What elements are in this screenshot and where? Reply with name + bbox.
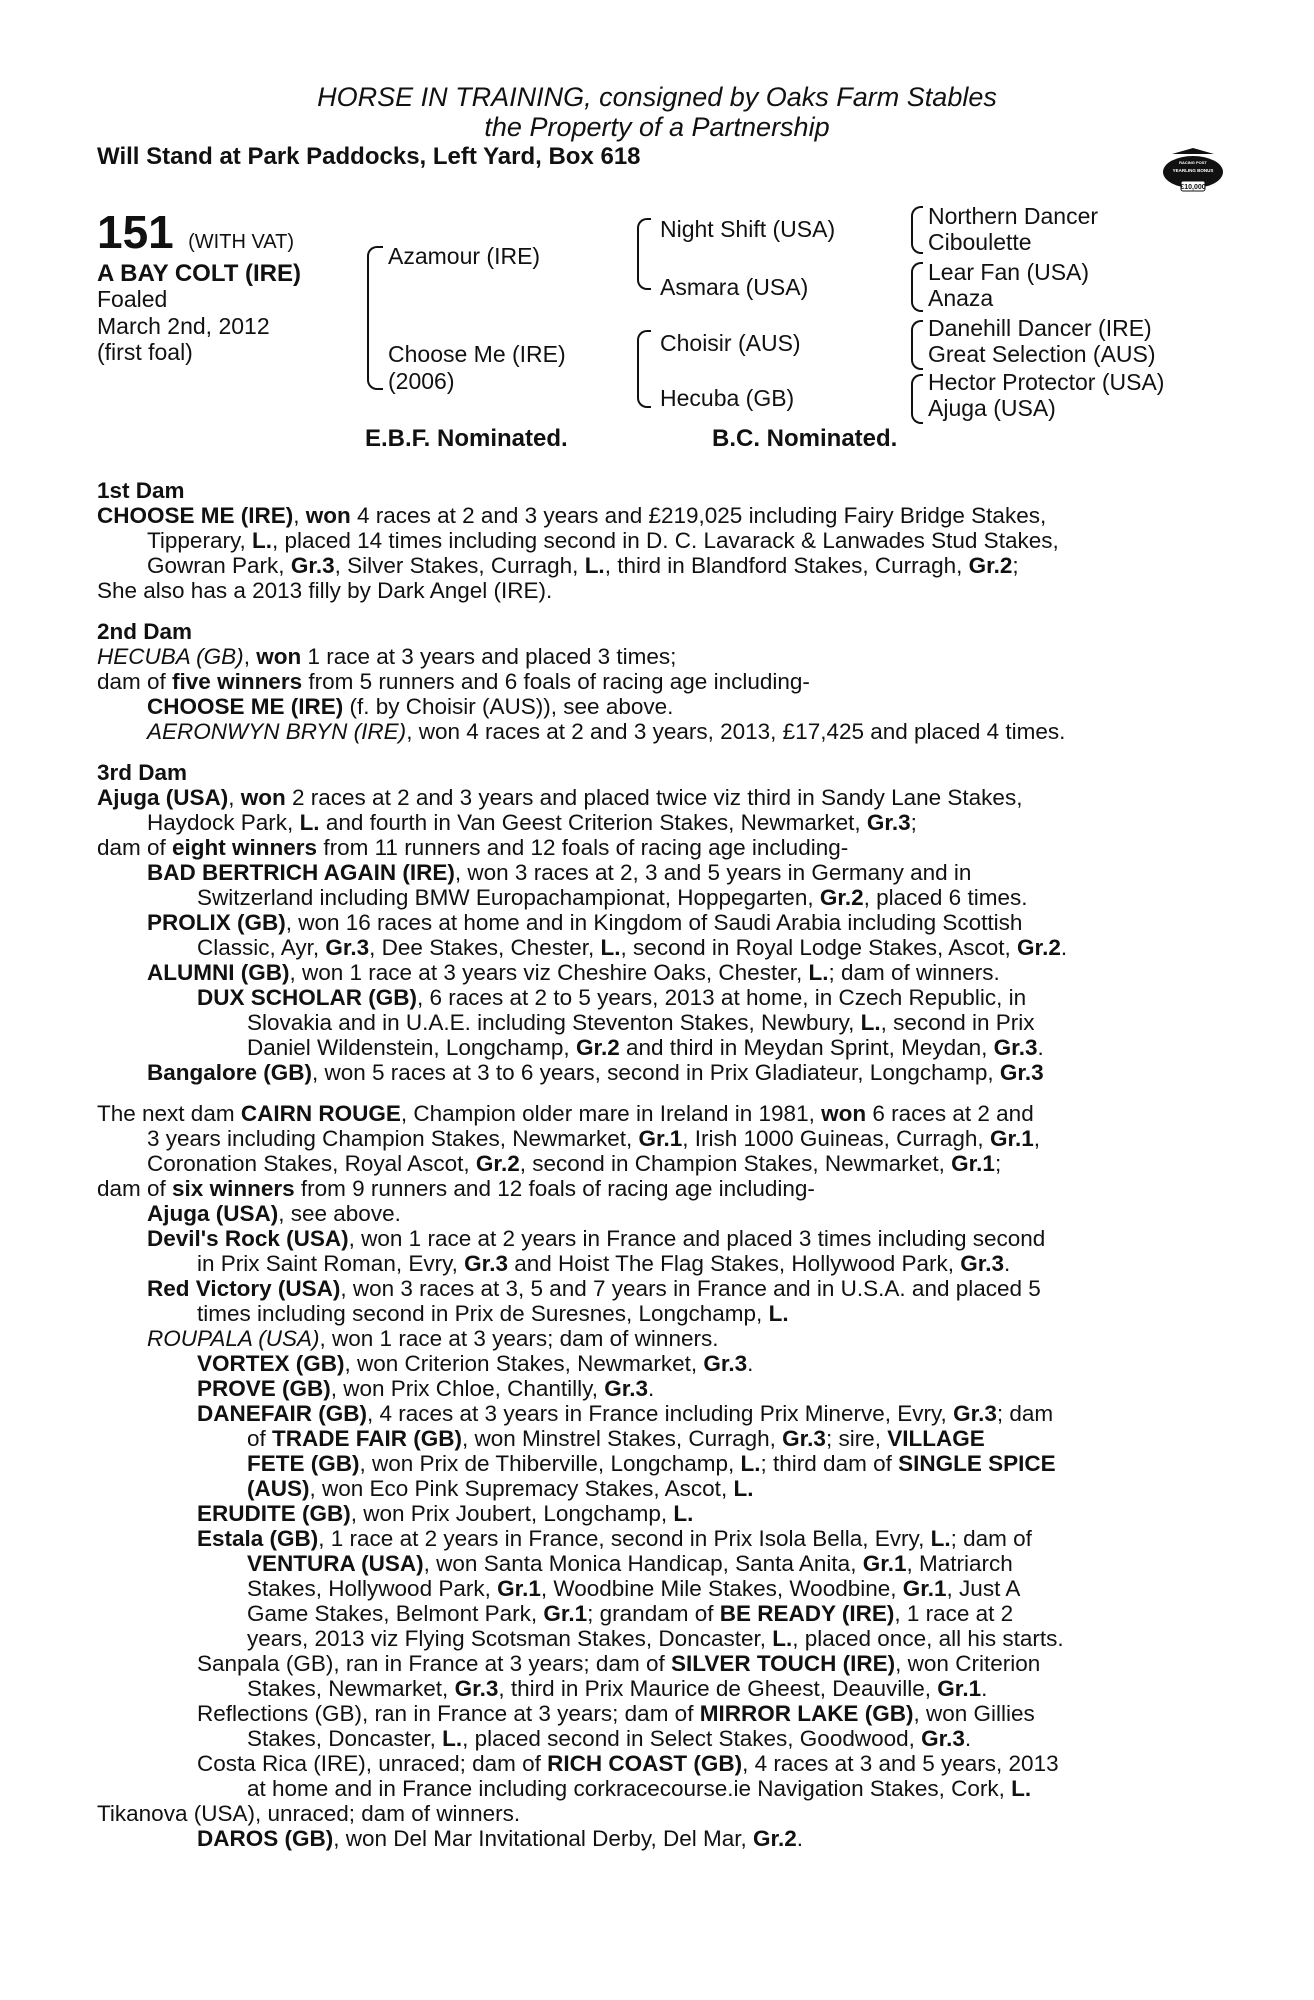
- pedigree-line: CHOOSE ME (IRE) (f. by Choisir (AUS)), see above.: [147, 694, 674, 719]
- pedigree-line: at home and in France including corkracecourse.ie Navigation Stakes, Cork, L.: [247, 1776, 1032, 1801]
- pedigree-line: Coronation Stakes, Royal Ascot, Gr.2, second in Champion Stakes, Newmarket, Gr.1;: [147, 1151, 1002, 1176]
- dam-year: (2006): [388, 368, 455, 394]
- pedigree-line: Ajuga (USA), won 2 races at 2 and 3 years and placed twice viz third in Sandy Lane Stakes,: [97, 785, 1023, 810]
- pedigree-gen2-2: Asmara (USA): [660, 274, 809, 300]
- pedigree-brace-dam: [637, 330, 651, 408]
- pedigree-line: PROLIX (GB), won 16 races at home and in Kingdom of Saudi Arabia including Scottish: [147, 910, 1023, 935]
- pedigree-notes: [97, 478, 1207, 1851]
- lot-name: A BAY COLT (IRE): [97, 260, 302, 287]
- pedigree-line: times including second in Prix de Suresnes, Longchamp, L.: [197, 1301, 789, 1326]
- pedigree-line: DUX SCHOLAR (GB), 6 races at 2 to 5 years, 2013 at home, in Czech Republic, in: [197, 985, 1027, 1010]
- pedigree-line: Switzerland including BMW Europachampionat, Hoppegarten, Gr.2, placed 6 times.: [197, 885, 1028, 910]
- pedigree-line: Haydock Park, L. and fourth in Van Geest Criterion Stakes, Newmarket, Gr.3;: [147, 810, 917, 835]
- pedigree-line: DANEFAIR (GB), 4 races at 3 years in France including Prix Minerve, Evry, Gr.3; dam: [197, 1401, 1054, 1426]
- pedigree-brace-g1: [911, 206, 923, 254]
- pedigree-line: Gowran Park, Gr.3, Silver Stakes, Curragh, L., third in Blandford Stakes, Curragh, Gr.2;: [147, 553, 1019, 578]
- pedigree-line: Ajuga (USA), see above.: [147, 1201, 401, 1226]
- pedigree-gen3-7: Hector Protector (USA): [928, 369, 1165, 395]
- pedigree-gen3-4: Anaza: [928, 285, 994, 311]
- ebf-nominated: E.B.F. Nominated.: [365, 425, 568, 452]
- pedigree-line: Classic, Ayr, Gr.3, Dee Stakes, Chester, L., second in Royal Lodge Stakes, Ascot, Gr.2.: [197, 935, 1068, 960]
- pedigree-line: in Prix Saint Roman, Evry, Gr.3 and Hoist The Flag Stakes, Hollywood Park, Gr.3.: [197, 1251, 1011, 1276]
- pedigree-line: Estala (GB), 1 race at 2 years in France, second in Prix Isola Bella, Evry, L.; dam of: [197, 1526, 1032, 1551]
- stand-location: Will Stand at Park Paddocks, Left Yard, Box 618: [97, 143, 641, 170]
- pedigree-line: Daniel Wildenstein, Longchamp, Gr.2 and third in Meydan Sprint, Meydan, Gr.3.: [247, 1035, 1044, 1060]
- pedigree-line: ROUPALA (USA), won 1 race at 3 years; dam of winners.: [147, 1326, 719, 1351]
- pedigree-line: Slovakia and in U.A.E. including Steventon Stakes, Newbury, L., second in Prix: [247, 1010, 1035, 1035]
- pedigree-gen2-4: Hecuba (GB): [660, 385, 795, 411]
- pedigree-brace-main: [367, 246, 383, 390]
- pedigree-brace-g4: [911, 374, 923, 424]
- pedigree-line: Stakes, Hollywood Park, Gr.1, Woodbine Mile Stakes, Woodbine, Gr.1, Just A: [247, 1576, 1021, 1601]
- pedigree-line: HECUBA (GB), won 1 race at 3 years and placed 3 times;: [97, 644, 677, 669]
- pedigree-line: ALUMNI (GB), won 1 race at 3 years viz Cheshire Oaks, Chester, L.; dam of winners.: [147, 960, 1000, 985]
- pedigree-line: DAROS (GB), won Del Mar Invitational Derby, Del Mar, Gr.2.: [197, 1826, 804, 1851]
- pedigree-line: years, 2013 viz Flying Scotsman Stakes, Doncaster, L., placed once, all his starts.: [247, 1626, 1064, 1651]
- section-gap: [97, 744, 1207, 760]
- yearling-bonus-badge: [1162, 146, 1224, 196]
- vat-note: (WITH VAT): [188, 231, 295, 253]
- pedigree-line: Game Stakes, Belmont Park, Gr.1; grandam of BE READY (IRE), 1 race at 2: [247, 1601, 1014, 1626]
- pedigree-line: Bangalore (GB), won 5 races at 3 to 6 years, second in Prix Gladiateur, Longchamp, Gr.3: [147, 1060, 1044, 1085]
- pedigree-gen3-3: Lear Fan (USA): [928, 259, 1090, 285]
- pedigree-line: FETE (GB), won Prix de Thiberville, Longchamp, L.; third dam of SINGLE SPICE: [247, 1451, 1056, 1476]
- pedigree-line: Reflections (GB), ran in France at 3 years; dam of MIRROR LAKE (GB), won Gillies: [197, 1701, 1035, 1726]
- section-heading: 2nd Dam: [97, 619, 193, 644]
- pedigree-line: Stakes, Newmarket, Gr.3, third in Prix Maurice de Gheest, Deauville, Gr.1.: [247, 1676, 988, 1701]
- pedigree-line: She also has a 2013 filly by Dark Angel (IRE).: [97, 578, 553, 603]
- pedigree-brace-sire: [637, 218, 651, 290]
- pedigree-line: CHOOSE ME (IRE), won 4 races at 2 and 3 years and £219,025 including Fairy Bridge Stakes,: [97, 503, 1047, 528]
- pedigree-gen2-1: Night Shift (USA): [660, 216, 836, 242]
- pedigree-line: Tipperary, L., placed 14 times including second in D. C. Lavarack & Lanwades Stud Stakes,: [147, 528, 1059, 553]
- badge-amount: £10,000: [1180, 184, 1206, 191]
- pedigree-gen3-8: Ajuga (USA): [928, 395, 1056, 421]
- sire-name: Azamour (IRE): [388, 243, 541, 269]
- pedigree-line: ERUDITE (GB), won Prix Joubert, Longchamp, L.: [197, 1501, 694, 1526]
- pedigree-gen2-3: Choisir (AUS): [660, 330, 801, 356]
- pedigree-line: AERONWYN BRYN (IRE), won 4 races at 2 and 3 years, 2013, £17,425 and placed 4 times.: [147, 719, 1066, 744]
- lot-header: [97, 206, 295, 264]
- pedigree-gen3-5: Danehill Dancer (IRE): [928, 315, 1152, 341]
- pedigree-line: Tikanova (USA), unraced; dam of winners.: [97, 1801, 521, 1826]
- header-line-1: HORSE IN TRAINING, consigned by Oaks Farm Stables: [317, 82, 997, 112]
- section-heading: 3rd Dam: [97, 760, 188, 785]
- pedigree-gen3-6: Great Selection (AUS): [928, 341, 1156, 367]
- pedigree-line: VORTEX (GB), won Criterion Stakes, Newmarket, Gr.3.: [197, 1351, 754, 1376]
- pedigree-line: Sanpala (GB), ran in France at 3 years; dam of SILVER TOUCH (IRE), won Criterion: [197, 1651, 1041, 1676]
- pedigree-line: The next dam CAIRN ROUGE, Champion older mare in Ireland in 1981, won 6 races at 2 and: [97, 1101, 1034, 1126]
- header-line-2: the Property of a Partnership: [484, 112, 830, 142]
- pedigree-line: Red Victory (USA), won 3 races at 3, 5 and 7 years in France and in U.S.A. and placed 5: [147, 1276, 1041, 1301]
- foaled-date: March 2nd, 2012: [97, 313, 270, 339]
- pedigree-line: PROVE (GB), won Prix Chloe, Chantilly, Gr.3.: [197, 1376, 655, 1401]
- foaled-label: Foaled: [97, 286, 168, 312]
- pedigree-line: Stakes, Doncaster, L., placed second in Select Stakes, Goodwood, Gr.3.: [247, 1726, 972, 1751]
- pedigree-line: Devil's Rock (USA), won 1 race at 2 years in France and placed 3 times including second: [147, 1226, 1046, 1251]
- lot-number: 151: [97, 206, 174, 258]
- pedigree-line: VENTURA (USA), won Santa Monica Handicap, Santa Anita, Gr.1, Matriarch: [247, 1551, 1013, 1576]
- section-heading: 1st Dam: [97, 478, 185, 503]
- section-gap: [97, 1085, 1207, 1101]
- pedigree-line: Costa Rica (IRE), unraced; dam of RICH COAST (GB), 4 races at 3 and 5 years, 2013: [197, 1751, 1059, 1776]
- dam-name: Choose Me (IRE): [388, 341, 566, 367]
- badge-mid-text: YEARLING BONUS: [1172, 168, 1214, 173]
- pedigree-line: dam of five winners from 5 runners and 6 foals of racing age including-: [97, 669, 810, 694]
- pedigree-gen3-1: Northern Dancer: [928, 203, 1099, 229]
- pedigree-line: 3 years including Champion Stakes, Newmarket, Gr.1, Irish 1000 Guineas, Curragh, Gr.1,: [147, 1126, 1040, 1151]
- pedigree-brace-g3: [911, 320, 923, 370]
- pedigree-gen3-2: Ciboulette: [928, 229, 1032, 255]
- pedigree-line: of TRADE FAIR (GB), won Minstrel Stakes, Curragh, Gr.3; sire, VILLAGE: [247, 1426, 985, 1451]
- section-gap: [97, 603, 1207, 619]
- pedigree-line: (AUS), won Eco Pink Supremacy Stakes, Ascot, L.: [247, 1476, 754, 1501]
- pedigree-line: dam of eight winners from 11 runners and 12 foals of racing age including-: [97, 835, 849, 860]
- pedigree-line: BAD BERTRICH AGAIN (IRE), won 3 races at 2, 3 and 5 years in Germany and in: [147, 860, 972, 885]
- badge-top-text: RACING POST: [1179, 160, 1207, 165]
- pedigree-brace-g2: [911, 262, 923, 312]
- bc-nominated: B.C. Nominated.: [712, 425, 898, 452]
- first-foal-note: (first foal): [97, 339, 193, 365]
- pedigree-line: dam of six winners from 9 runners and 12 foals of racing age including-: [97, 1176, 815, 1201]
